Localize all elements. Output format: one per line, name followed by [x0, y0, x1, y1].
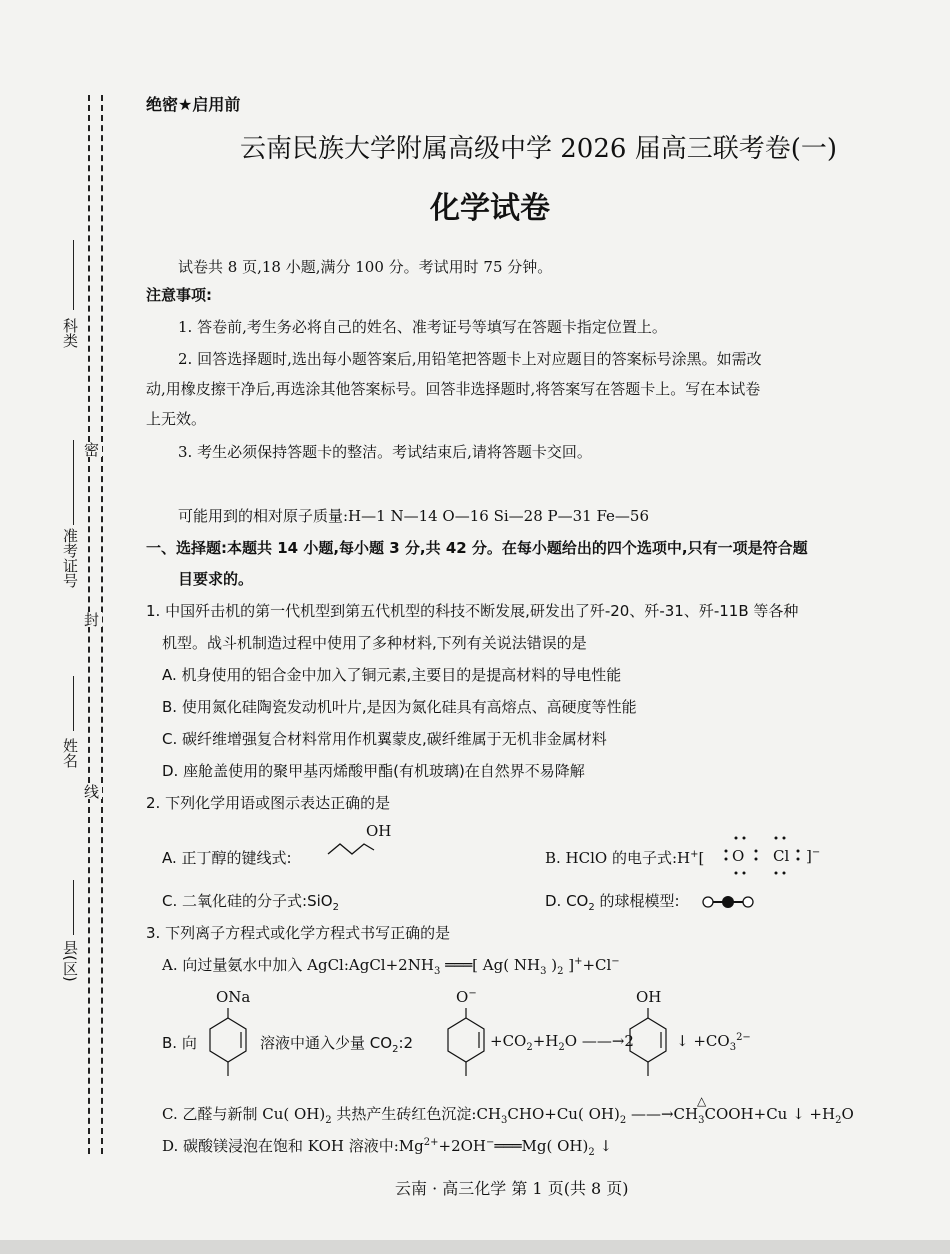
- q3-c-end: COOH+Cu ↓ +H: [704, 1105, 836, 1123]
- q2-d-text: D. CO: [545, 892, 589, 910]
- q3-b-h2o: +H: [532, 1032, 559, 1050]
- q3-b-co3-sup: 2−: [736, 1032, 751, 1043]
- q2-a-oh-label: OH: [366, 822, 392, 840]
- scan-bottom-edge: [0, 1240, 950, 1254]
- q2-option-d: [545, 890, 680, 913]
- seal-char-xian: 线: [82, 784, 100, 799]
- section-1-heading-line-1: 一、选择题:本题共 14 小题,每小题 3 分,共 42 分。在每小题给出的四个选项中,只有一项是符合题: [146, 539, 808, 557]
- seal-char-feng: 封: [82, 612, 100, 627]
- q2-b-minus: −: [811, 847, 821, 858]
- q3-c-sub3: 3: [501, 1115, 508, 1126]
- q2-option-c: [162, 890, 339, 913]
- county-blank-line: [73, 880, 74, 935]
- q3-c-sub3b: 3: [698, 1115, 705, 1126]
- subject-title: 化学试卷: [430, 191, 550, 226]
- q3-option-b-label: B. 向: [162, 1034, 197, 1052]
- q3-b-phenoxide-label: [456, 988, 477, 1006]
- q2-c-text: C. 二氧化硅的分子式:SiO: [162, 892, 333, 910]
- q3-a-tail: +Cl: [582, 956, 612, 974]
- q3-option-d: [162, 1135, 612, 1158]
- q3-b-mid: [260, 1032, 413, 1055]
- q3-a-mid: ═══[ Ag( NH: [440, 956, 541, 974]
- butanol-skeletal-formula: [326, 836, 376, 864]
- q2-b-chlorine: Cl: [773, 847, 790, 865]
- q3-b-h2o-end: O ——→2: [564, 1032, 634, 1050]
- q1-option-a: A. 机身使用的铝合金中加入了铜元素,主要目的是提高材料的导电性能: [162, 666, 622, 684]
- subject-blank-line: [73, 240, 74, 310]
- q3-d-sup: 2+: [423, 1137, 439, 1148]
- q3-a-sub3: 3: [433, 966, 441, 977]
- q3-a-mid2: ): [546, 956, 558, 974]
- q3-stem: 3. 下列离子方程式或化学方程式书写正确的是: [146, 924, 451, 942]
- q3-a-plus: +: [574, 956, 583, 967]
- q2-d-sub: 2: [588, 902, 595, 913]
- q3-b-co3-sub: 3: [729, 1042, 737, 1053]
- q3-c-o: O: [841, 1105, 854, 1123]
- q3-a-sub2: 2: [557, 966, 564, 977]
- q2-b-bracket-close: ]−: [806, 847, 821, 865]
- q1-option-c: C. 碳纤维增强复合材料常用作机翼蒙皮,碳纤维属于无机非金属材料: [162, 730, 607, 748]
- q3-b-oh-label: OH: [636, 988, 662, 1006]
- q2-d-text-2: 的球棍模型:: [594, 892, 680, 910]
- q3-d-sup2: −: [486, 1137, 495, 1148]
- q3-c-sub2: 2: [325, 1115, 332, 1126]
- q2-option-b: B. HClO 的电子式:H+[: [545, 849, 705, 867]
- note-1: 1. 答卷前,考生务必将自己的姓名、准考证号等填写在答题卡指定位置上。: [178, 318, 667, 336]
- atomic-masses: 可能用到的相对原子质量:H—1 N—14 O—16 Si—28 P—31 Fe—56: [178, 507, 650, 525]
- co2-ball-stick-model: [700, 894, 756, 910]
- q1-stem-line-2: 机型。战斗机制造过程中使用了多种材料,下列有关说法错误的是: [162, 634, 587, 652]
- q3-a-minus: −: [611, 956, 620, 967]
- q3-c-arrow: ——→CH: [626, 1105, 699, 1123]
- name-blank-line: [73, 676, 74, 731]
- q3-a-pre: A. 向过量氨水中加入 AgCl:AgCl+2NH: [162, 956, 434, 974]
- q3-c-sub2c: 2: [835, 1115, 842, 1126]
- q3-b-sub2: 2: [392, 1044, 399, 1055]
- section-1-heading-line-2: 目要求的。: [178, 570, 254, 588]
- ticket-label: 准考证号: [61, 528, 79, 588]
- q2-b-oxygen: O: [732, 847, 745, 865]
- q3-b-coef: :2: [398, 1034, 414, 1052]
- notes-heading: 注意事项:: [146, 286, 212, 304]
- q3-a-sub3b: 3: [540, 966, 547, 977]
- note-2-line-2: 动,用橡皮擦干净后,再选涂其他答案标号。回答非选择题时,将答案写在答题卡上。写在本试卷: [146, 380, 761, 398]
- q3-option-a: [162, 954, 620, 977]
- q3-d-pre: D. 碳酸镁浸泡在饱和 KOH 溶液中:Mg: [162, 1137, 424, 1155]
- q3-d-mid: +2OH: [438, 1137, 487, 1155]
- note-2-line-1: 2. 回答选择题时,选出每小题答案后,用铅笔把答题卡上对应题目的答案标号涂黑。如需改: [178, 350, 762, 368]
- note-2-line-3: 上无效。: [146, 410, 207, 428]
- q3-d-sub: 2: [588, 1147, 595, 1158]
- q3-b-products: [676, 1032, 751, 1053]
- q2-stem: 2. 下列化学用语或图示表达正确的是: [146, 794, 391, 812]
- q3-c-mid: 共热产生砖红色沉淀:CH: [331, 1105, 502, 1123]
- q3-b-down: ↓ +CO: [676, 1032, 730, 1050]
- q3-a-end: ]: [563, 956, 575, 974]
- q3-b-mid-text: 溶液中通入少量 CO: [260, 1034, 393, 1052]
- seal-char-mi: 密: [82, 442, 100, 457]
- q3-b-plus-sub: 2: [526, 1042, 533, 1053]
- secret-notice: 绝密★启用前: [146, 95, 241, 114]
- q3-option-c: [162, 1103, 854, 1126]
- q2-option-a: A. 正丁醇的键线式:: [162, 849, 292, 867]
- page-footer: 云南 · 高三化学 第 1 页(共 8 页): [395, 1179, 629, 1198]
- subject-label: 科类: [61, 318, 79, 348]
- note-3: 3. 考生必须保持答题卡的整洁。考试结束后,请将答题卡交回。: [178, 443, 592, 461]
- benzene-ring-1: [206, 1008, 250, 1080]
- county-label: 县(区): [61, 940, 79, 982]
- q1-stem-line-1: 1. 中国歼击机的第一代机型到第五代机型的科技不断发展,研发出了歼-20、歼-31、歼-11B 等各种: [146, 602, 799, 620]
- benzene-ring-3: [626, 1008, 670, 1080]
- q3-b-h2o-sub: 2: [558, 1042, 565, 1053]
- q3-b-reactants: [490, 1032, 634, 1053]
- q2-b-plus: +: [690, 849, 699, 860]
- q3-c-pre: C. 乙醛与新制 Cu( OH): [162, 1105, 326, 1123]
- ticket-blank-line: [73, 440, 74, 525]
- q2-c-sub: 2: [332, 902, 339, 913]
- q1-option-d: D. 座舱盖使用的聚甲基丙烯酸甲酯(有机玻璃)在自然界不易降解: [162, 762, 585, 780]
- exam-title: 云南民族大学附属高级中学 2026 届高三联考卷(一): [240, 134, 837, 164]
- q3-c-delta: △: [697, 1094, 707, 1108]
- q3-c-sub2b: 2: [619, 1115, 627, 1126]
- q3-b-plus: +CO: [490, 1032, 527, 1050]
- q3-d-end: ═══Mg( OH): [494, 1137, 589, 1155]
- q2-b-text: B. HClO 的电子式:H: [545, 849, 691, 867]
- q3-c-mid2: CHO+Cu( OH): [507, 1105, 620, 1123]
- q3-b-ona-label: ONa: [216, 988, 251, 1006]
- q3-b-o-sup: −: [468, 988, 477, 999]
- q1-option-b: B. 使用氮化硅陶瓷发动机叶片,是因为氮化硅具有高熔点、高硬度等性能: [162, 698, 637, 716]
- q3-d-down: ↓: [594, 1137, 613, 1155]
- intro-text: 试卷共 8 页,18 小题,满分 100 分。考试用时 75 分钟。: [178, 258, 553, 276]
- benzene-ring-2: [444, 1008, 488, 1080]
- q3-b-o: O: [456, 988, 469, 1006]
- name-label: 姓名: [61, 738, 79, 768]
